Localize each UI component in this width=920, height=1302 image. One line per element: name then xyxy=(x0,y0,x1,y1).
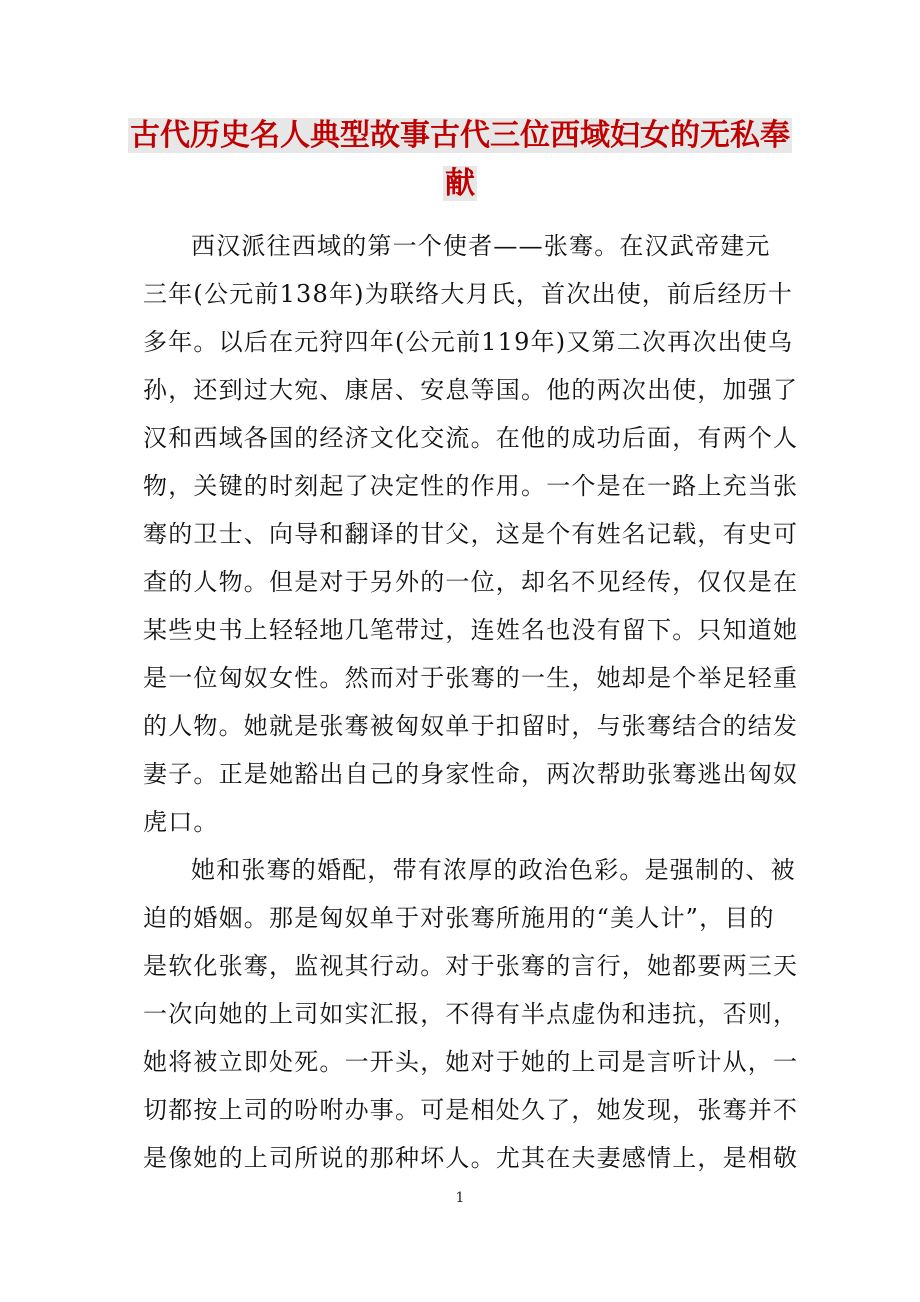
page-number: 1 xyxy=(455,1190,465,1206)
text-line: 孙，还到过大宛、康居、安息等国。他的两次出使，加强了 xyxy=(143,376,799,404)
text-line: 物，关键的时刻起了决定性的作用。一个是在一路上充当张 xyxy=(143,472,799,500)
document-title xyxy=(120,112,800,208)
text-line: 切都按上司的吩咐办事。可是相处久了，她发现，张骞并不 xyxy=(143,1096,799,1124)
text-line: 三年(公元前138年)为联络大月氏，首次出使，前后经历十 xyxy=(143,280,794,308)
text-line: 是一位匈奴女性。然而对于张骞的一生，她却是个举足轻重 xyxy=(143,664,799,692)
text-line: 她和张骞的婚配，带有浓厚的政治色彩。是强制的、被 xyxy=(191,856,796,884)
title-line-1: 古代历史名人典型故事古代三位西域妇女的无私奉 xyxy=(130,118,790,153)
text-line: 迫的婚姻。那是匈奴单于对张骞所施用的“美人计”，目的 xyxy=(143,904,775,932)
text-line: 西汉派往西域的第一个使者——张骞。在汉武帝建元 xyxy=(191,232,771,260)
text-line: 虎口。 xyxy=(143,808,219,836)
text-line: 汉和西域各国的经济文化交流。在他的成功后面，有两个人 xyxy=(143,424,799,452)
paragraph-1 xyxy=(143,222,799,846)
text-line: 骞的卫士、向导和翻译的甘父，这是个有姓名记载，有史可 xyxy=(143,520,799,548)
text-line: 一次向她的上司如实汇报，不得有半点虚伪和违抗，否则， xyxy=(143,1000,799,1028)
text-line: 的人物。她就是张骞被匈奴单于扣留时，与张骞结合的结发 xyxy=(143,712,799,740)
title-line-2: 献 xyxy=(445,166,475,201)
text-line: 多年。以后在元狩四年(公元前119年)又第二次再次出使乌 xyxy=(143,328,794,356)
text-line: 查的人物。但是对于另外的一位，却名不见经传，仅仅是在 xyxy=(143,568,799,596)
text-line: 是软化张骞，监视其行动。对于张骞的言行，她都要两三天 xyxy=(143,952,799,980)
text-line: 是像她的上司所说的那种坏人。尤其在夫妻感情上，是相敬 xyxy=(143,1144,799,1172)
text-line: 某些史书上轻轻地几笔带过，连姓名也没有留下。只知道她 xyxy=(143,616,799,644)
text-line: 她将被立即处死。一开头，她对于她的上司是言听计从，一 xyxy=(143,1048,799,1076)
text-line: 妻子。正是她豁出自己的身家性命，两次帮助张骞逃出匈奴 xyxy=(143,760,799,788)
paragraph-2 xyxy=(143,846,799,1182)
document-body xyxy=(143,222,799,1182)
